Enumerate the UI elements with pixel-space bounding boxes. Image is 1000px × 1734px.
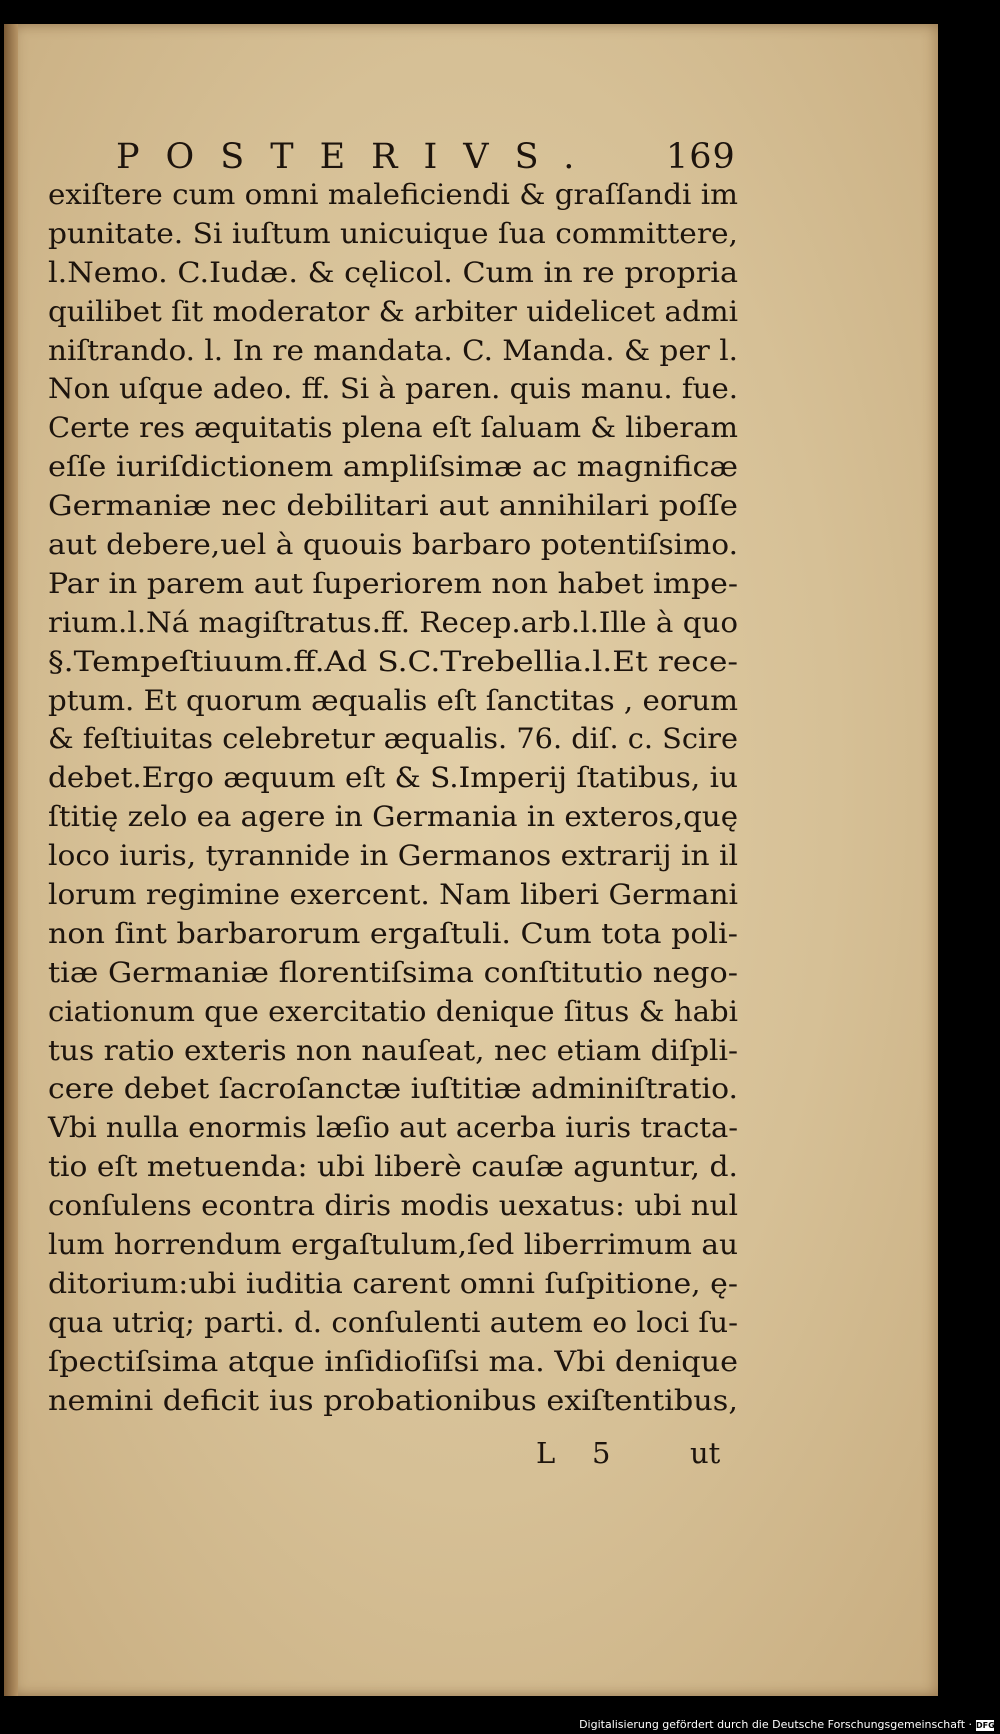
text-line: punitate. Si iuſtum unicuique ſua committere, (48, 216, 738, 250)
text-line: §.Tempeſtiuum.ff.Ad S.C.Trebellia.l.Et rece- (48, 644, 738, 678)
book-page (4, 24, 938, 1696)
dfg-logo-icon: DFG (976, 1720, 995, 1730)
signature-number: 5 (592, 1436, 611, 1470)
text-line: Par in parem aut ſuperiorem non habet impe- (48, 566, 739, 600)
text-line: & feſtiuitas celebretur æqualis. 76. diſ. c. Scire (48, 722, 738, 756)
text-line: lum horrendum ergaſtulum,ſed liberrimum au (48, 1228, 738, 1262)
text-line: rium.l.Ná magiſtratus.ff. Recep.arb.l.Ille à quo (48, 605, 738, 639)
text-line: Vbi nulla enormis læſio aut acerba iuris tracta- (48, 1111, 738, 1145)
footer-credit: Digitalisierung gefördert durch die Deutsche Forschungsgemeinschaft · (579, 1718, 972, 1731)
text-line: nemini deficit ius probationibus exiſtentibus, (48, 1383, 739, 1417)
text-line: non ſint barbarorum ergaſtuli. Cum tota poli- (48, 916, 738, 950)
text-line: Certe res æquitatis plena eſt ſaluam & liberam (48, 411, 739, 445)
page-number: 169 (666, 137, 736, 177)
text-line: tus ratio exteris non nauſeat, nec etiam diſpli- (48, 1033, 738, 1067)
text-line: ditorium:ubi iuditia carent omni ſuſpitione, ę- (48, 1266, 738, 1300)
signature-mark: L (536, 1436, 556, 1470)
text-line: lorum regimine exercent. Nam liberi Germani (48, 878, 738, 912)
text-line: exiſtere cum omni maleficiendi & graſſandi im (48, 178, 738, 211)
text-line: tio eſt metuenda: ubi liberè cauſæ aguntur, d. (48, 1150, 739, 1184)
digitization-footer (579, 1718, 994, 1732)
body-text (48, 176, 748, 1421)
text-line: Germaniæ nec debilitari aut annihilari poſſe (48, 489, 738, 523)
text-line: tiæ Germaniæ florentiſsima conſtitutio nego- (48, 955, 738, 989)
text-line: debet.Ergo æquum eſt & S.Imperij ſtatibus, iu (48, 761, 738, 795)
text-line: niſtrando. l. In re mandata. C. Manda. & per l. (48, 333, 738, 367)
text-line: loco iuris, tyrannide in Germanos extrarij in il (48, 839, 738, 873)
binding-gutter (4, 24, 18, 1696)
text-line: eſſe iuriſdictionem ampliſsimæ ac magnificæ (48, 450, 738, 484)
text-line: cere debet ſacroſanctæ iuſtitiæ adminiſtratio. (48, 1072, 738, 1106)
text-line: aut debere,uel à quouis barbaro potentiſsimo. (48, 528, 738, 562)
text-line: quilibet ſit moderator & arbiter uidelicet admi (48, 294, 738, 328)
text-line: l.Nemo. C.Iudæ. & cęlicol. Cum in re propria (48, 255, 738, 289)
text-line: qua utriq; parti. d. conſulenti autem eo loci ſu- (48, 1305, 738, 1339)
catchwords-line (48, 1432, 738, 1474)
text-line: ciationum que exercitatio denique ſitus & habi (48, 994, 738, 1028)
catchword: ut (690, 1436, 721, 1470)
text-line: ſpectiſsima atque inſidioſiſsi ma. Vbi denique (48, 1344, 738, 1378)
page-header (4, 132, 938, 182)
text-line: conſulens econtra diris modis uexatus: ubi nul (48, 1189, 738, 1223)
text-line: ptum. Et quorum æqualis eſt ſanctitas , eorum (48, 683, 738, 717)
text-line: Non uſque adeo. ff. Si à paren. quis manu. fue. (48, 372, 738, 406)
running-title: POSTERIVS. (116, 137, 601, 177)
text-line: ſtitię zelo ea agere in Germania in exteros,quę (48, 800, 738, 834)
